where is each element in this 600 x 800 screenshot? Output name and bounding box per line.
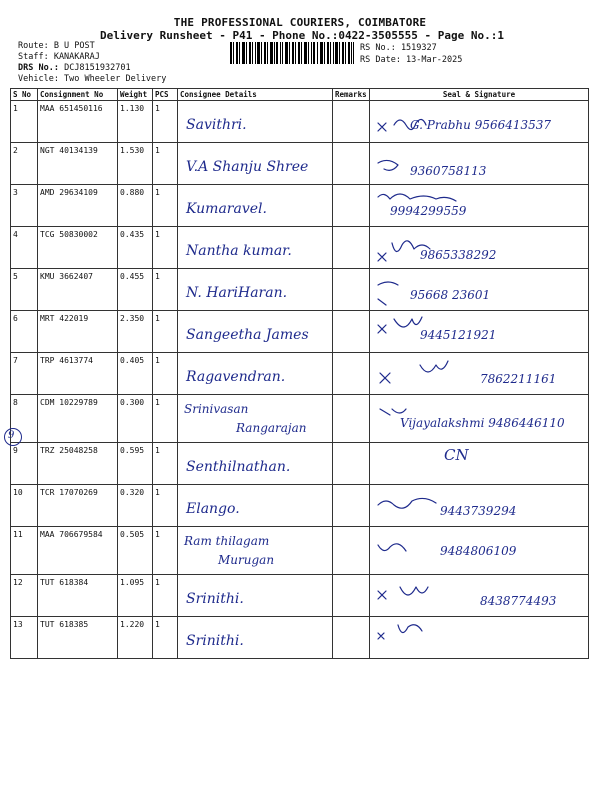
row-weight: 1.130 — [120, 104, 145, 113]
row-consignee-cell — [178, 443, 333, 485]
consignee-handwriting — [178, 143, 333, 184]
row-sno: 12 — [13, 578, 23, 587]
vehicle-label: Vehicle: Two Wheeler Delivery — [18, 74, 167, 84]
row-signature-cell — [370, 101, 589, 143]
row-remarks-cell — [333, 227, 370, 269]
row-consignee-cell — [178, 185, 333, 227]
signature-text: 8438774493 — [480, 594, 557, 608]
row-sno: 7 — [13, 356, 18, 365]
signature-scribble — [378, 317, 422, 333]
row-sno-cell — [11, 527, 38, 575]
signature-text: 9484806109 — [440, 544, 517, 558]
row-sno-cell — [11, 443, 38, 485]
row-consignment-no: TRZ 25048258 — [40, 446, 98, 455]
row-weight: 1.220 — [120, 620, 145, 629]
row-weight: 2.350 — [120, 314, 145, 323]
signature-text: 9360758113 — [410, 164, 487, 178]
row-pcs-cell — [153, 395, 178, 443]
row-pcs-cell — [153, 269, 178, 311]
row-remarks-cell — [333, 311, 370, 353]
row-consignment-no-cell — [38, 617, 118, 659]
row-signature-cell — [370, 311, 589, 353]
row-consignment-no: KMU 3662407 — [40, 272, 93, 281]
row-signature-cell — [370, 269, 589, 311]
row-consignee-cell — [178, 617, 333, 659]
row-consignment-no-cell — [38, 143, 118, 185]
row-pcs-cell — [153, 311, 178, 353]
row-weight-cell — [118, 617, 153, 659]
row-sno: 1 — [13, 104, 18, 113]
barcode-image — [230, 42, 354, 64]
row-sno: 10 — [13, 488, 23, 497]
row-remarks-cell — [333, 485, 370, 527]
col-header-weight: Weight — [118, 89, 153, 101]
row-pcs: 1 — [155, 398, 160, 407]
row-consignment-no-cell — [38, 395, 118, 443]
drs-number — [18, 63, 131, 73]
table-row — [11, 101, 589, 143]
signature-image — [370, 575, 589, 616]
cn-handwritten-mark: CN — [444, 446, 469, 464]
row-pcs-cell — [153, 353, 178, 395]
row-consignment-no-cell — [38, 269, 118, 311]
row-sno: 3 — [13, 188, 18, 197]
row-pcs-cell — [153, 101, 178, 143]
table-row — [11, 527, 589, 575]
row-sno-cell — [11, 101, 38, 143]
signature-image — [370, 185, 589, 226]
row-consignment-no: CDM 10229789 — [40, 398, 98, 407]
signature-text: 9445121921 — [420, 328, 497, 342]
table-row — [11, 485, 589, 527]
row-consignment-no: TUT 618385 — [40, 620, 89, 629]
col-header-remarks: Remarks — [333, 89, 370, 101]
signature-image — [370, 227, 589, 268]
row-pcs-cell — [153, 443, 178, 485]
consignee-handwriting — [178, 575, 333, 616]
row-signature-cell — [370, 185, 589, 227]
consignee-handwriting — [178, 617, 333, 658]
consignee-name-line2: Rangarajan — [236, 421, 307, 435]
consignee-name-line1: Srinivasan — [184, 402, 249, 416]
row-consignee-cell — [178, 395, 333, 443]
row-weight-cell — [118, 353, 153, 395]
consignee-name: Ragavendran. — [186, 369, 286, 385]
row-weight-cell — [118, 527, 153, 575]
consignee-name: Nantha kumar. — [186, 243, 292, 259]
row-pcs-cell — [153, 143, 178, 185]
col-header-pcs: PCS — [153, 89, 178, 101]
staff-label: Staff: KANAKARAJ — [18, 52, 100, 62]
signature-image — [370, 353, 589, 394]
row-weight-cell — [118, 485, 153, 527]
row-weight-cell — [118, 185, 153, 227]
runsheet-subtitle: Delivery Runsheet - P41 - Phone No.:0422-3505555 - Page No.:1 — [100, 29, 504, 42]
row-consignment-no-cell — [38, 575, 118, 617]
signature-image — [370, 527, 589, 574]
table-row — [11, 311, 589, 353]
col-header-signature: Seal & Signature — [370, 89, 589, 101]
row-consignee-cell — [178, 353, 333, 395]
signature-image — [370, 395, 589, 442]
row-consignment-no: TCR 17070269 — [40, 488, 98, 497]
signature-text: Vijayalakshmi 9486446110 — [400, 416, 565, 430]
row-consignee-cell — [178, 527, 333, 575]
row-consignment-no-cell — [38, 227, 118, 269]
row-consignee-cell — [178, 311, 333, 353]
row-signature-cell — [370, 143, 589, 185]
table-row — [11, 617, 589, 659]
signature-scribble — [378, 194, 456, 201]
row-weight-cell — [118, 575, 153, 617]
consignee-handwriting — [178, 311, 333, 352]
signature-text: 9443739294 — [440, 504, 517, 518]
row-consignment-no: TCG 50830002 — [40, 230, 98, 239]
route-label: Route: B U POST — [18, 41, 95, 51]
col-header-consignee: Consignee Details — [178, 89, 333, 101]
signature-image — [370, 617, 589, 658]
runsheet-table — [10, 88, 589, 659]
row-consignment-no: TUT 618384 — [40, 578, 89, 587]
consignee-name: Elango. — [186, 501, 240, 517]
row-signature-cell — [370, 527, 589, 575]
row-consignee-cell — [178, 269, 333, 311]
row-remarks-cell — [333, 185, 370, 227]
row-weight: 0.320 — [120, 488, 145, 497]
signature-image — [370, 485, 589, 526]
signature-text: G. Prabhu 9566413537 — [410, 118, 552, 132]
table-row — [11, 353, 589, 395]
signature-scribble — [380, 409, 406, 415]
row-pcs: 1 — [155, 230, 160, 239]
drs-number-value: DCJ8151932701 — [64, 63, 131, 73]
row-sno-cell — [11, 143, 38, 185]
row-weight: 0.505 — [120, 530, 145, 539]
row-consignment-no-cell — [38, 185, 118, 227]
consignee-name: Savithri. — [186, 117, 247, 133]
consignee-handwriting — [178, 443, 333, 484]
table-row — [11, 143, 589, 185]
company-title: THE PROFESSIONAL COURIERS, COIMBATORE — [173, 16, 427, 29]
row-sno-cell — [11, 617, 38, 659]
row-pcs-cell — [153, 185, 178, 227]
row-pcs: 1 — [155, 146, 160, 155]
consignee-handwriting — [178, 101, 333, 142]
circled-number: 9 — [8, 430, 15, 441]
row-consignment-no: TRP 4613774 — [40, 356, 93, 365]
row-remarks-cell — [333, 353, 370, 395]
signature-image — [370, 143, 589, 184]
row-remarks-cell — [333, 143, 370, 185]
consignee-name: Kumaravel. — [186, 201, 267, 217]
row-consignee-cell — [178, 101, 333, 143]
row-signature-cell — [370, 395, 589, 443]
row-sno-cell — [11, 185, 38, 227]
row-pcs-cell — [153, 527, 178, 575]
row-consignee-cell — [178, 143, 333, 185]
row-remarks-cell — [333, 395, 370, 443]
row-consignment-no-cell — [38, 485, 118, 527]
row-pcs: 1 — [155, 578, 160, 587]
row-weight: 0.595 — [120, 446, 145, 455]
signature-scribble — [378, 544, 406, 551]
signature-text: 95668 23601 — [410, 288, 491, 302]
row-consignee-cell — [178, 575, 333, 617]
row-weight: 0.405 — [120, 356, 145, 365]
row-consignment-no: MRT 422019 — [40, 314, 89, 323]
row-remarks-cell — [333, 269, 370, 311]
consignee-handwriting — [178, 353, 333, 394]
signature-scribble — [378, 282, 398, 305]
signature-image — [370, 101, 589, 142]
row-consignment-no-cell — [38, 311, 118, 353]
row-weight: 0.300 — [120, 398, 145, 407]
row-pcs-cell — [153, 617, 178, 659]
consignee-name: Sangeetha James — [186, 327, 309, 343]
signature-text: 9994299559 — [390, 204, 467, 218]
row-sno: 2 — [13, 146, 18, 155]
table-row — [11, 227, 589, 269]
row-consignment-no-cell — [38, 353, 118, 395]
row-sno: 9 — [13, 446, 18, 455]
rs-number: RS No.: 1519327 — [360, 43, 437, 53]
row-consignee-cell — [178, 227, 333, 269]
row-weight: 1.530 — [120, 146, 145, 155]
row-sno-cell — [11, 353, 38, 395]
consignee-handwriting — [178, 527, 333, 574]
signature-scribble — [378, 498, 436, 508]
table-row — [11, 185, 589, 227]
signature-scribble — [378, 587, 428, 599]
signature-image — [370, 311, 589, 352]
row-pcs: 1 — [155, 314, 160, 323]
row-consignment-no-cell — [38, 443, 118, 485]
consignee-handwriting — [178, 185, 333, 226]
rs-date: RS Date: 13-Mar-2025 — [360, 55, 463, 65]
row-pcs: 1 — [155, 446, 160, 455]
row-consignment-no-cell — [38, 527, 118, 575]
consignee-name: N. HariHaran. — [186, 285, 288, 301]
table-row — [11, 575, 589, 617]
consignee-handwriting — [178, 485, 333, 526]
row-pcs: 1 — [155, 488, 160, 497]
row-pcs: 1 — [155, 356, 160, 365]
signature-text: 7862211161 — [480, 372, 557, 386]
row-remarks-cell — [333, 617, 370, 659]
col-header-consignment: Consignment No — [38, 89, 118, 101]
signature-scribble — [380, 361, 448, 383]
row-pcs: 1 — [155, 104, 160, 113]
row-sno-cell — [11, 311, 38, 353]
row-signature-cell — [370, 575, 589, 617]
table-row — [11, 443, 589, 485]
row-sno-cell — [11, 485, 38, 527]
row-signature-cell — [370, 353, 589, 395]
row-pcs: 1 — [155, 272, 160, 281]
row-remarks-cell — [333, 443, 370, 485]
row-pcs-cell — [153, 575, 178, 617]
row-consignment-no: MAA 651450116 — [40, 104, 103, 113]
signature-scribble — [378, 625, 422, 639]
row-pcs: 1 — [155, 530, 160, 539]
row-sno-cell — [11, 575, 38, 617]
row-pcs: 1 — [155, 188, 160, 197]
col-header-sno: S No — [11, 89, 38, 101]
row-consignment-no: MAA 706679584 — [40, 530, 103, 539]
drs-number-label: DRS No.: — [18, 63, 59, 73]
row-sno-cell — [11, 269, 38, 311]
consignee-handwriting — [178, 269, 333, 310]
table-row — [11, 269, 589, 311]
row-signature-cell — [370, 227, 589, 269]
row-pcs-cell — [153, 227, 178, 269]
row-sno: 13 — [13, 620, 23, 629]
row-sno: 11 — [13, 530, 23, 539]
row-remarks-cell — [333, 101, 370, 143]
consignee-name-line1: Ram thilagam — [184, 534, 270, 548]
row-sno: 5 — [13, 272, 18, 281]
row-weight-cell — [118, 269, 153, 311]
row-weight-cell — [118, 443, 153, 485]
row-remarks-cell — [333, 527, 370, 575]
row-pcs: 1 — [155, 620, 160, 629]
row-signature-cell — [370, 443, 589, 485]
row-weight: 0.435 — [120, 230, 145, 239]
consignee-handwriting — [178, 227, 333, 268]
row-sno: 8 — [13, 398, 18, 407]
signature-text: 9865338292 — [420, 248, 497, 262]
row-sno: 4 — [13, 230, 18, 239]
row-weight: 1.095 — [120, 578, 145, 587]
row-weight: 0.455 — [120, 272, 145, 281]
table-row — [11, 395, 589, 443]
consignee-name: V.A Shanju Shree — [186, 159, 309, 175]
row-sno-cell — [11, 227, 38, 269]
row-weight-cell — [118, 143, 153, 185]
signature-scribble — [378, 160, 398, 170]
consignee-name: Senthilnathan. — [186, 459, 291, 475]
row-weight-cell — [118, 227, 153, 269]
row-signature-cell — [370, 485, 589, 527]
row-weight-cell — [118, 101, 153, 143]
row-remarks-cell — [333, 575, 370, 617]
row-sno: 6 — [13, 314, 18, 323]
signature-image — [370, 443, 589, 484]
consignee-handwriting — [178, 395, 333, 442]
row-consignment-no: NGT 40134139 — [40, 146, 98, 155]
row-weight: 0.880 — [120, 188, 145, 197]
consignee-name: Srinithi. — [186, 591, 244, 607]
row-signature-cell — [370, 617, 589, 659]
table-header-row — [11, 89, 589, 101]
row-weight-cell — [118, 311, 153, 353]
row-pcs-cell — [153, 485, 178, 527]
row-weight-cell — [118, 395, 153, 443]
consignee-name: Srinithi. — [186, 633, 244, 649]
row-consignee-cell — [178, 485, 333, 527]
row-consignment-no: AMD 29634109 — [40, 188, 98, 197]
consignee-name-line2: Murugan — [218, 553, 275, 567]
signature-image — [370, 269, 589, 310]
row-consignment-no-cell — [38, 101, 118, 143]
